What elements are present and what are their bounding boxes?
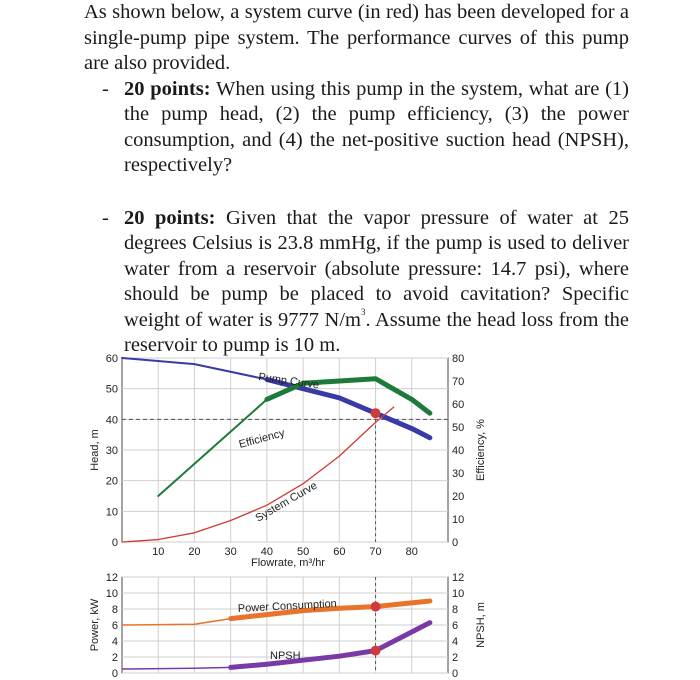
y-axis-label-efficiency: Efficiency, % (475, 419, 487, 481)
y-tick-label-npsh: 6 (452, 620, 459, 632)
y-tick-label-power: 0 (111, 668, 118, 680)
y-tick-label-efficiency: 10 (452, 514, 465, 526)
q1-text: When using this pump in the system, what are (1) the pump head, (2) the pump efficiency, (3) the power consumption, and (4) the net-positive suction head (NPSH), respectively? (124, 77, 629, 176)
y-tick-label-power: 10 (105, 588, 118, 600)
q2-text-b: . Assume the head loss from the reservoir to pump is 10 m. (124, 308, 629, 356)
x-tick-label: 40 (260, 546, 274, 558)
system-curve-label: System Curve (253, 479, 320, 525)
y-axis-label-head: Head, m (89, 429, 101, 471)
y-axis-label-power: Power, kW (89, 598, 101, 652)
q2-superscript: 3 (360, 306, 366, 317)
y-tick-label-npsh: 0 (452, 668, 459, 680)
y-tick-label-npsh: 2 (452, 652, 459, 664)
y-axis-label-npsh: NPSH, m (475, 602, 487, 648)
y-tick-label-npsh: 4 (452, 636, 459, 648)
operating-point-marker (371, 646, 381, 656)
q2-text-a: Given that the vapor pressure of water at 25 degrees Celsius is 23.8 mmHg, if the pump is used to deliver water from a reservoir (absolute pressure: 14.7 psi), where should be pump be placed to avoid cavitation? Specific weight of water is 9777 N/m (124, 206, 630, 331)
operating-point-marker (371, 602, 381, 612)
x-tick-label: 10 (152, 546, 165, 558)
power-consumption-label: Power Consumption (237, 597, 338, 615)
y-tick-label-head: 50 (105, 383, 118, 396)
efficiency-line (158, 379, 430, 496)
operating-point-marker (371, 408, 381, 418)
y-tick-label-head: 40 (105, 414, 118, 427)
npsh-label: NPSH (270, 650, 301, 662)
power-consumption-line (122, 619, 231, 625)
npsh-line (122, 667, 231, 669)
y-tick-label-power: 12 (105, 572, 118, 584)
x-tick-label: 50 (296, 546, 310, 558)
x-axis-label: Flowrate, m³/hr (251, 557, 325, 569)
y-tick-label-efficiency: 30 (452, 468, 465, 480)
q1-points: 20 points: (124, 77, 211, 100)
pump-curve-label: Pump Curve (257, 371, 320, 392)
y-tick-label-efficiency: 70 (452, 376, 465, 388)
y-tick-label-power: 2 (111, 652, 118, 664)
y-tick-label-head: 60 (105, 353, 118, 365)
q2-dash: - (102, 206, 109, 229)
y-tick-label-head: 0 (111, 537, 118, 549)
x-tick-label: 30 (224, 546, 237, 558)
y-tick-label-head: 30 (105, 445, 118, 457)
y-tick-label-efficiency: 40 (452, 445, 465, 457)
x-tick-label: 20 (188, 546, 201, 558)
y-tick-label-efficiency: 20 (452, 491, 465, 503)
intro-paragraph: As shown below, a system curve (in red) has been developed for a single-pump pipe system. The performance curves of this pump are also provided. (84, 1, 629, 74)
y-tick-label-power: 6 (111, 620, 118, 632)
y-tick-label-head: 20 (105, 475, 118, 488)
y-tick-label-efficiency: 80 (452, 353, 465, 365)
y-tick-label-efficiency: 50 (452, 422, 465, 434)
q1-dash: - (102, 77, 109, 100)
y-tick-label-npsh: 10 (452, 588, 465, 600)
y-tick-label-efficiency: 0 (452, 537, 459, 549)
y-tick-label-npsh: 8 (452, 604, 459, 616)
npsh-line-bold (231, 623, 430, 668)
q2-points: 20 points: (124, 206, 216, 229)
y-tick-label-power: 4 (111, 636, 118, 648)
y-tick-label-npsh: 12 (452, 572, 465, 584)
y-tick-label-power: 8 (111, 604, 118, 616)
x-tick-label: 60 (333, 546, 346, 558)
efficiency-label: Efficiency (237, 427, 287, 451)
y-tick-label-head: 10 (105, 506, 118, 519)
x-tick-label: 70 (369, 546, 382, 558)
y-tick-label-efficiency: 60 (452, 399, 465, 411)
x-tick-label: 80 (405, 546, 418, 558)
